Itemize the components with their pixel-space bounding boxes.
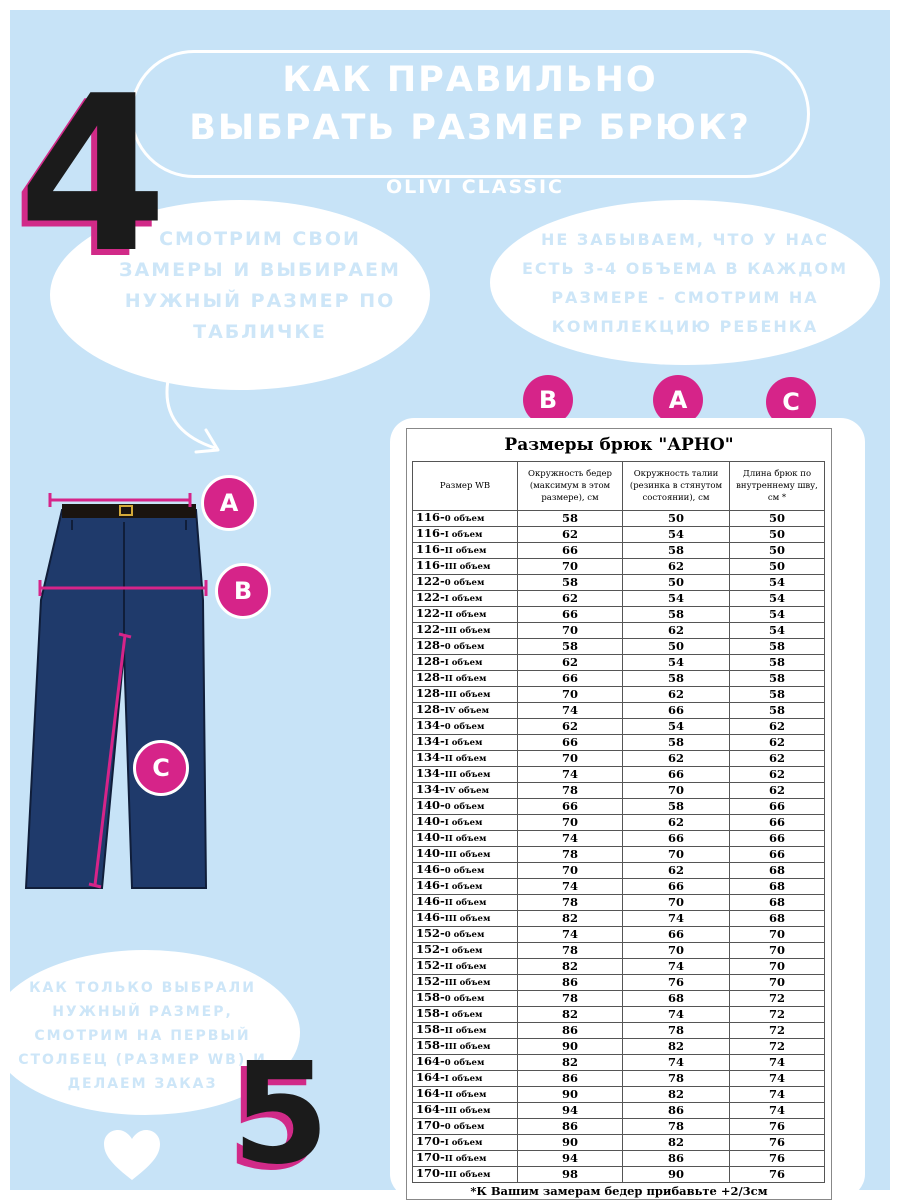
row-size-wb: 170-0 объем	[413, 1119, 518, 1135]
row-size-wb: 116-III объем	[413, 559, 518, 575]
row-size-wb: 134-I объем	[413, 735, 518, 751]
row-hips-value: 90	[518, 1087, 623, 1103]
row-size-wb: 116-II объем	[413, 543, 518, 559]
size-table-header-row	[413, 462, 825, 511]
row-waist-value: 74	[623, 1007, 730, 1023]
row-length-value: 70	[730, 959, 825, 975]
table-row	[413, 1039, 825, 1055]
row-waist-value: 54	[623, 527, 730, 543]
row-hips-value: 70	[518, 815, 623, 831]
row-waist-value: 82	[623, 1087, 730, 1103]
table-row	[413, 1055, 825, 1071]
row-length-value: 72	[730, 1039, 825, 1055]
row-length-value: 50	[730, 543, 825, 559]
row-hips-value: 70	[518, 687, 623, 703]
table-row	[413, 943, 825, 959]
title-line-1: КАК ПРАВИЛЬНО	[282, 60, 658, 100]
table-row	[413, 895, 825, 911]
row-size-wb: 164-III объем	[413, 1103, 518, 1119]
row-hips-value: 86	[518, 1119, 623, 1135]
row-waist-value: 50	[623, 639, 730, 655]
row-length-value: 74	[730, 1103, 825, 1119]
row-hips-value: 58	[518, 575, 623, 591]
step-number-5: 5	[232, 1033, 330, 1190]
row-size-wb: 140-I объем	[413, 815, 518, 831]
row-waist-value: 78	[623, 1023, 730, 1039]
note-text-line: НЕ ЗАБЫВАЕМ, ЧТО У НАС	[541, 230, 829, 249]
row-hips-value: 78	[518, 991, 623, 1007]
row-waist-value: 66	[623, 927, 730, 943]
row-waist-value: 68	[623, 991, 730, 1007]
row-waist-value: 66	[623, 767, 730, 783]
size-table	[406, 428, 832, 1200]
table-row	[413, 911, 825, 927]
row-hips-value: 74	[518, 879, 623, 895]
row-hips-value: 86	[518, 975, 623, 991]
table-row	[413, 671, 825, 687]
row-waist-value: 62	[623, 623, 730, 639]
row-length-value: 58	[730, 671, 825, 687]
row-length-value: 66	[730, 831, 825, 847]
title-line-2: ВЫБРАТЬ РАЗМЕР БРЮК?	[189, 108, 751, 148]
row-length-value: 70	[730, 943, 825, 959]
row-hips-value: 90	[518, 1039, 623, 1055]
table-row	[413, 735, 825, 751]
row-hips-value: 70	[518, 623, 623, 639]
row-length-value: 72	[730, 1007, 825, 1023]
row-size-wb: 128-0 объем	[413, 639, 518, 655]
row-waist-value: 70	[623, 847, 730, 863]
row-waist-value: 58	[623, 735, 730, 751]
table-row	[413, 767, 825, 783]
row-hips-value: 94	[518, 1103, 623, 1119]
row-hips-value: 62	[518, 591, 623, 607]
row-size-wb: 116-I объем	[413, 527, 518, 543]
row-length-value: 76	[730, 1151, 825, 1167]
table-row	[413, 991, 825, 1007]
table-row	[413, 1135, 825, 1151]
row-hips-value: 74	[518, 927, 623, 943]
row-hips-value: 82	[518, 1007, 623, 1023]
row-hips-value: 62	[518, 655, 623, 671]
row-waist-value: 54	[623, 719, 730, 735]
table-row	[413, 1119, 825, 1135]
row-size-wb: 140-II объем	[413, 831, 518, 847]
row-waist-value: 74	[623, 911, 730, 927]
table-row	[413, 687, 825, 703]
row-waist-value: 70	[623, 943, 730, 959]
row-size-wb: 128-I объем	[413, 655, 518, 671]
row-hips-value: 66	[518, 543, 623, 559]
row-length-value: 70	[730, 927, 825, 943]
row-size-wb: 146-I объем	[413, 879, 518, 895]
row-size-wb: 170-III объем	[413, 1167, 518, 1183]
row-length-value: 62	[730, 719, 825, 735]
row-size-wb: 164-0 объем	[413, 1055, 518, 1071]
row-hips-value: 66	[518, 735, 623, 751]
table-row	[413, 607, 825, 623]
note-text-line: КОМПЛЕКЦИЮ РЕБЕНКА	[551, 317, 819, 336]
step5-text-line: НУЖНЫЙ РАЗМЕР,	[52, 1004, 233, 1020]
header-hips: Окружность бедер (максимум в этом размере), см	[518, 462, 623, 511]
row-hips-value: 82	[518, 1055, 623, 1071]
row-hips-value: 74	[518, 767, 623, 783]
row-size-wb: 158-0 объем	[413, 991, 518, 1007]
badge-c: C	[766, 377, 816, 427]
row-length-value: 74	[730, 1071, 825, 1087]
row-length-value: 66	[730, 799, 825, 815]
row-length-value: 54	[730, 607, 825, 623]
row-length-value: 50	[730, 527, 825, 543]
row-waist-value: 82	[623, 1135, 730, 1151]
row-length-value: 58	[730, 655, 825, 671]
note-text-line: ЕСТЬ 3-4 ОБЪЕМА В КАЖДОМ	[521, 259, 849, 278]
table-row	[413, 1007, 825, 1023]
row-size-wb: 122-III объем	[413, 623, 518, 639]
table-row	[413, 1071, 825, 1087]
row-length-value: 62	[730, 783, 825, 799]
row-hips-value: 58	[518, 511, 623, 527]
row-size-wb: 140-III объем	[413, 847, 518, 863]
table-row	[413, 719, 825, 735]
row-size-wb: 146-0 объем	[413, 863, 518, 879]
header-size-wb: Размер WB	[413, 462, 518, 511]
row-hips-value: 58	[518, 639, 623, 655]
step5-text-line: КАК ТОЛЬКО ВЫБРАЛИ	[29, 980, 256, 996]
row-hips-value: 70	[518, 751, 623, 767]
row-hips-value: 74	[518, 703, 623, 719]
row-size-wb: 158-I объем	[413, 1007, 518, 1023]
row-length-value: 68	[730, 863, 825, 879]
row-length-value: 74	[730, 1055, 825, 1071]
brand-name: OLIVI CLASSIC	[386, 176, 564, 198]
row-length-value: 62	[730, 735, 825, 751]
row-waist-value: 66	[623, 879, 730, 895]
table-row	[413, 543, 825, 559]
row-length-value: 62	[730, 751, 825, 767]
table-row	[413, 1151, 825, 1167]
row-hips-value: 62	[518, 719, 623, 735]
table-row	[413, 975, 825, 991]
row-length-value: 72	[730, 991, 825, 1007]
row-length-value: 70	[730, 975, 825, 991]
row-waist-value: 90	[623, 1167, 730, 1183]
row-size-wb: 128-III объем	[413, 687, 518, 703]
row-hips-value: 70	[518, 559, 623, 575]
row-waist-value: 78	[623, 1119, 730, 1135]
table-row	[413, 575, 825, 591]
header-length: Длина брюк по внутреннему шву, см *	[730, 462, 825, 511]
table-row	[413, 1103, 825, 1119]
size-table-body	[413, 511, 825, 1183]
row-size-wb: 146-II объем	[413, 895, 518, 911]
row-length-value: 54	[730, 575, 825, 591]
table-row	[413, 783, 825, 799]
step4-text-line: ЗАМЕРЫ И ВЫБИРАЕМ	[119, 259, 401, 281]
row-waist-value: 82	[623, 1039, 730, 1055]
row-waist-value: 74	[623, 959, 730, 975]
row-size-wb: 170-I объем	[413, 1135, 518, 1151]
row-length-value: 50	[730, 559, 825, 575]
row-hips-value: 70	[518, 863, 623, 879]
row-waist-value: 50	[623, 511, 730, 527]
row-size-wb: 140-0 объем	[413, 799, 518, 815]
row-size-wb: 152-III объем	[413, 975, 518, 991]
row-waist-value: 58	[623, 671, 730, 687]
step4-text-line: НУЖНЫЙ РАЗМЕР ПО	[124, 290, 396, 312]
row-size-wb: 134-IV объем	[413, 783, 518, 799]
size-table-title: Размеры брюк "АРНО"	[504, 435, 734, 455]
table-row	[413, 655, 825, 671]
table-row	[413, 527, 825, 543]
step4-text-line: СМОТРИМ СВОИ	[159, 228, 361, 250]
row-hips-value: 86	[518, 1071, 623, 1087]
row-hips-value: 86	[518, 1023, 623, 1039]
row-length-value: 54	[730, 623, 825, 639]
row-waist-value: 54	[623, 655, 730, 671]
row-length-value: 72	[730, 1023, 825, 1039]
step-number-4: 4	[18, 49, 168, 300]
row-length-value: 68	[730, 911, 825, 927]
row-size-wb: 164-II объем	[413, 1087, 518, 1103]
row-length-value: 66	[730, 847, 825, 863]
table-row	[413, 847, 825, 863]
row-waist-value: 86	[623, 1103, 730, 1119]
row-length-value: 76	[730, 1119, 825, 1135]
table-row	[413, 799, 825, 815]
table-row	[413, 1167, 825, 1183]
row-length-value: 74	[730, 1087, 825, 1103]
row-length-value: 58	[730, 639, 825, 655]
row-size-wb: 152-II объем	[413, 959, 518, 975]
row-size-wb: 122-0 объем	[413, 575, 518, 591]
table-row	[413, 639, 825, 655]
row-waist-value: 86	[623, 1151, 730, 1167]
row-hips-value: 94	[518, 1151, 623, 1167]
step5-text-line: ДЕЛАЕМ ЗАКАЗ	[67, 1076, 218, 1092]
row-waist-value: 70	[623, 783, 730, 799]
row-size-wb: 158-III объем	[413, 1039, 518, 1055]
table-row	[413, 559, 825, 575]
row-hips-value: 82	[518, 959, 623, 975]
row-length-value: 76	[730, 1135, 825, 1151]
row-waist-value: 58	[623, 607, 730, 623]
table-row	[413, 927, 825, 943]
row-hips-value: 98	[518, 1167, 623, 1183]
row-hips-value: 66	[518, 671, 623, 687]
table-row	[413, 751, 825, 767]
row-length-value: 54	[730, 591, 825, 607]
row-hips-value: 78	[518, 895, 623, 911]
size-table-grid	[412, 461, 825, 1183]
row-waist-value: 54	[623, 591, 730, 607]
row-length-value: 66	[730, 815, 825, 831]
row-size-wb: 170-II объем	[413, 1151, 518, 1167]
row-size-wb: 134-III объем	[413, 767, 518, 783]
row-waist-value: 62	[623, 815, 730, 831]
table-row	[413, 703, 825, 719]
row-size-wb: 152-0 объем	[413, 927, 518, 943]
table-row	[413, 863, 825, 879]
row-waist-value: 70	[623, 895, 730, 911]
row-hips-value: 78	[518, 847, 623, 863]
table-row	[413, 959, 825, 975]
row-length-value: 62	[730, 767, 825, 783]
row-waist-value: 58	[623, 543, 730, 559]
row-size-wb: 128-IV объем	[413, 703, 518, 719]
row-hips-value: 66	[518, 799, 623, 815]
size-table-footnote: *К Вашим замерам бедер прибавьте +2/3см	[470, 1184, 768, 1198]
header-waist: Окружность талии (резинка в стянутом состоянии), см	[623, 462, 730, 511]
badge-b: B	[523, 375, 573, 425]
row-size-wb: 164-I объем	[413, 1071, 518, 1087]
row-hips-value: 74	[518, 831, 623, 847]
heart-icon	[102, 1128, 162, 1183]
row-hips-value: 66	[518, 607, 623, 623]
row-size-wb: 152-I объем	[413, 943, 518, 959]
step5-text-line: СМОТРИМ НА ПЕРВЫЙ	[34, 1028, 251, 1044]
table-row	[413, 1087, 825, 1103]
table-row	[413, 815, 825, 831]
row-size-wb: 128-II объем	[413, 671, 518, 687]
table-row	[413, 1023, 825, 1039]
row-hips-value: 62	[518, 527, 623, 543]
table-row	[413, 591, 825, 607]
badge-a: A	[653, 375, 703, 425]
row-waist-value: 62	[623, 751, 730, 767]
row-waist-value: 66	[623, 831, 730, 847]
marker-b: B	[215, 563, 271, 619]
row-hips-value: 82	[518, 911, 623, 927]
marker-a: A	[201, 475, 257, 531]
table-row	[413, 831, 825, 847]
row-waist-value: 76	[623, 975, 730, 991]
row-length-value: 76	[730, 1167, 825, 1183]
row-size-wb: 122-I объем	[413, 591, 518, 607]
row-waist-value: 62	[623, 687, 730, 703]
step4-text-line: ТАБЛИЧКЕ	[193, 321, 327, 343]
table-row	[413, 511, 825, 527]
row-waist-value: 66	[623, 703, 730, 719]
row-length-value: 58	[730, 703, 825, 719]
row-size-wb: 122-II объем	[413, 607, 518, 623]
row-hips-value: 90	[518, 1135, 623, 1151]
row-size-wb: 116-0 объем	[413, 511, 518, 527]
row-length-value: 58	[730, 687, 825, 703]
step5-text-line: СТОЛБЕЦ (РАЗМЕР WB) И	[18, 1052, 267, 1068]
row-waist-value: 78	[623, 1071, 730, 1087]
row-length-value: 50	[730, 511, 825, 527]
row-waist-value: 62	[623, 559, 730, 575]
row-length-value: 68	[730, 895, 825, 911]
row-size-wb: 134-II объем	[413, 751, 518, 767]
row-waist-value: 74	[623, 1055, 730, 1071]
marker-c: C	[133, 740, 189, 796]
row-hips-value: 78	[518, 943, 623, 959]
row-waist-value: 58	[623, 799, 730, 815]
row-length-value: 68	[730, 879, 825, 895]
row-waist-value: 62	[623, 863, 730, 879]
row-size-wb: 134-0 объем	[413, 719, 518, 735]
row-waist-value: 50	[623, 575, 730, 591]
note-text-line: РАЗМЕРЕ - СМОТРИМ НА	[551, 288, 819, 307]
table-row	[413, 879, 825, 895]
row-hips-value: 78	[518, 783, 623, 799]
row-size-wb: 146-III объем	[413, 911, 518, 927]
row-size-wb: 158-II объем	[413, 1023, 518, 1039]
table-row	[413, 623, 825, 639]
